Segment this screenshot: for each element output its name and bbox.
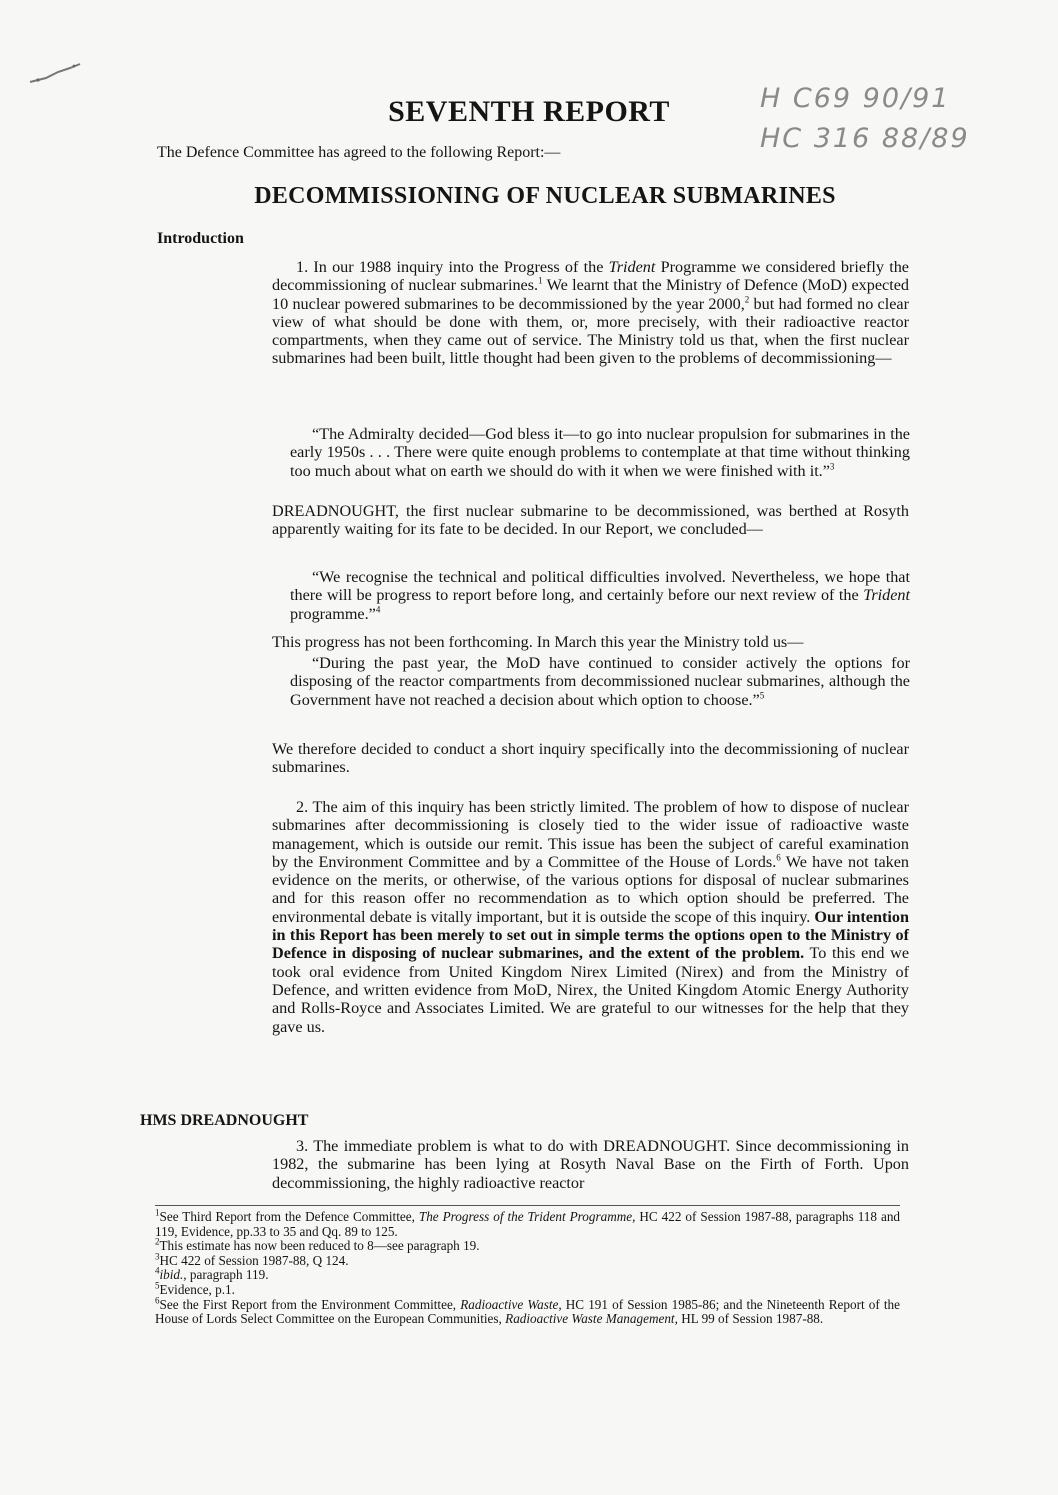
footnote-number: 4	[155, 1265, 160, 1276]
footnote-ref: 4	[375, 604, 381, 615]
footnote-text: See the First Report from the Environment Committee,	[159, 1296, 461, 1312]
paragraph-dreadnought: DREADNOUGHT, the first nuclear submarine to be decommissioned, was berthed at Rosyth apparently waiting for its fate to be decided. In our Report, we concluded—	[272, 502, 909, 539]
main-title: DECOMMISSIONING OF NUCLEAR SUBMARINES	[254, 183, 836, 209]
report-title: SEVENTH REPORT	[388, 95, 670, 128]
footnote-text: Evidence, p.1.	[159, 1281, 235, 1297]
para1-text-c: We learnt that the Ministry of Defence (MoD) expected 10 nuclear powered submarines to be decommissioned by the year 2000,	[272, 276, 909, 313]
paragraph-1	[272, 258, 909, 368]
para2-text-a: 2. The aim of this inquiry has been strictly limited. The problem of how to dispose of nuclear submarines after decommissioning is closely tied to the wider issue of radioactive waste management, which is outside our remit. This issue has been the subject of careful examination by the Environment Committee and by a Committee of the House of Lords.	[272, 798, 909, 871]
footnote-1	[155, 1207, 901, 1239]
paragraph-progress: This progress has not been forthcoming. In March this year the Ministry told us—	[272, 633, 804, 651]
footnote-text: paragraph 119.	[186, 1267, 269, 1283]
quote2-text-b: programme.”	[290, 604, 376, 623]
para2-text-c: To this end we took oral evidence from United Kingdom Nirex Limited (Nirex) and from the Ministry of Defence, and written evidence from MoD, Nirex, the United Kingdom Atomic Energy Authority and Rolls-Royce and Associates Limited. We are grateful to our witnesses for the help that they gave us.	[272, 944, 909, 1036]
footnote-5	[155, 1280, 900, 1298]
heading-hms-dreadnought: HMS DREADNOUGHT	[140, 1112, 309, 1129]
quote-1	[290, 425, 910, 480]
footnote-text: HL 99 of Session 1987-88.	[677, 1311, 824, 1327]
heading-introduction: Introduction	[157, 230, 244, 247]
footnote-italic: ibid.,	[159, 1267, 187, 1283]
para2-text-b: We have not taken evidence on the merits, or otherwise, of the various options for disposal of nuclear submarines and for this reason offer no recommendation as to which option should be preferred. The environmental debate is vitally important, but it is outside the scope of this inquiry.	[272, 852, 909, 926]
footnote-text: HC 191 of Session 1985-86; and the Nineteenth Report of the House of Lords Select Committee on the European Communities,	[155, 1296, 900, 1327]
footnote-text: HC 422 of Session 1987-88, Q 124.	[159, 1252, 349, 1268]
footnote-text: This estimate has now been reduced to 8—see paragraph 19.	[159, 1238, 480, 1254]
footnotes	[155, 1205, 900, 1327]
handwritten-ref-2: HC 316 88/89	[760, 123, 970, 154]
footnote-number: 1	[155, 1207, 160, 1218]
agreed-line: The Defence Committee has agreed to the following Report:—	[157, 144, 561, 161]
footnote-ref: 1	[538, 275, 543, 286]
quote3-text: “During the past year, the MoD have continued to consider actively the options for disposing of the reactor compartments from decommissioned nuclear submarines, although the Government have not reached a decision about which option to choose.”	[290, 654, 910, 709]
footnote-italic: The Progress of the Trident Programme,	[418, 1209, 636, 1224]
footnote-number: 3	[155, 1251, 160, 1262]
footnote-italic: Radioactive Waste,	[460, 1296, 562, 1312]
para2-bold: Our intention in this Report has been merely to set out in simple terms the options open to the Ministry of Defence in disposing of nuclear submarines, and the extent of the problem.	[272, 907, 909, 963]
footnote-text: See Third Report from the Defence Committee,	[159, 1209, 419, 1224]
footnote-text: HC 422 of Session 1987-88, paragraphs 118 and 119, Evidence, pp.33 to 35 and Qq. 89 to 125.	[155, 1209, 901, 1239]
quote2-text-a: “We recognise the technical and political difficulties involved. Nevertheless, we hope that there will be progress to report before long, and certainly before our next review of the	[290, 568, 910, 605]
footnote-ref: 5	[759, 690, 765, 701]
footnote-4	[155, 1265, 900, 1283]
footnote-ref: 6	[776, 852, 781, 863]
paragraph-2	[272, 798, 909, 1036]
footnote-6	[155, 1295, 900, 1327]
scan-mark-icon	[28, 60, 83, 88]
paragraph-3: 3. The immediate problem is what to do with DREADNOUGHT. Since decommissioning in 1982, the submarine has been lying at Rosyth Naval Base on the Firth of Forth. Upon decommissioning, the highly radioactive reactor	[272, 1137, 909, 1192]
para1-italic: Trident	[608, 258, 656, 276]
quote1-text: “The Admiralty decided—God bless it—to go into nuclear propulsion for submarines in the early 1950s . . . There were quite enough problems to contemplate at that time without thinking too much about what on earth we should do with it when we were finished with it.”	[290, 425, 910, 480]
para1-text-a: 1. In our 1988 inquiry into the Progress of the	[296, 258, 609, 276]
footnote-2	[155, 1236, 900, 1254]
footnote-number: 2	[155, 1236, 160, 1247]
handwritten-ref-1: H C69 90/91	[760, 83, 951, 114]
footnote-number: 5	[155, 1280, 160, 1291]
quote-2	[290, 568, 910, 623]
footnote-italic: Radioactive Waste Management,	[505, 1311, 678, 1327]
para1-text-d: but had formed no clear view of what should be done with them, or, more precisely, with their radioactive reactor compartments, when they came out of service. The Ministry told us that, when the first nuclear submarines had been built, little thought had been given to the problems of decommissioning—	[272, 294, 910, 368]
quote2-italic: Trident	[863, 586, 910, 605]
quote-3	[290, 654, 910, 709]
footnote-ref: 3	[829, 461, 835, 472]
paragraph-therefore: We therefore decided to conduct a short inquiry specifically into the decommissioning of nuclear submarines.	[272, 740, 909, 777]
footnote-number: 6	[155, 1295, 160, 1306]
para1-text-b: Programme we considered briefly the decommissioning of nuclear submarines.	[272, 258, 909, 295]
footnote-ref: 2	[744, 294, 750, 305]
